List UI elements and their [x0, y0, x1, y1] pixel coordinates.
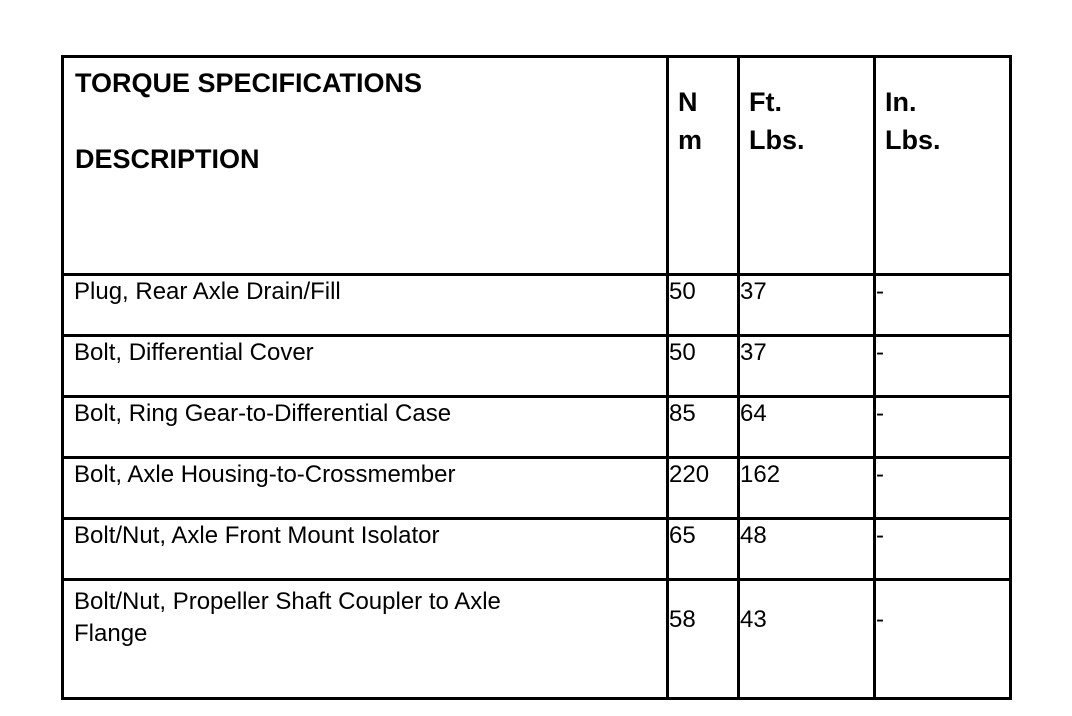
nm-header-line-1: N — [678, 87, 698, 117]
nm-cell: 65 — [668, 519, 739, 580]
in-lbs-cell: - — [875, 580, 1011, 699]
ft-lbs-header-line-2: Lbs. — [749, 125, 805, 155]
description-cell: Bolt, Ring Gear-to-Differential Case — [63, 397, 668, 458]
description-line-1: Bolt/Nut, Propeller Shaft Coupler to Axle — [74, 588, 501, 615]
ft-lbs-cell: 43 — [739, 580, 875, 699]
nm-cell: 85 — [668, 397, 739, 458]
in-lbs-cell: - — [875, 275, 1011, 336]
in-lbs-header-line-2: Lbs. — [885, 125, 941, 155]
table-row — [63, 397, 1011, 458]
nm-cell: 220 — [668, 458, 739, 519]
table-row — [63, 458, 1011, 519]
nm-column-header — [668, 57, 739, 275]
description-cell — [63, 580, 668, 699]
ft-lbs-cell: 162 — [739, 458, 875, 519]
table-row — [63, 336, 1011, 397]
in-lbs-cell: - — [875, 336, 1011, 397]
description-cell: Bolt/Nut, Axle Front Mount Isolator — [63, 519, 668, 580]
description-column-header: DESCRIPTION — [75, 144, 260, 174]
ft-lbs-column-header — [739, 57, 875, 275]
table-header-row — [63, 57, 1011, 275]
description-cell: Plug, Rear Axle Drain/Fill — [63, 275, 668, 336]
ft-lbs-header-line-1: Ft. — [749, 87, 782, 117]
description-cell: Bolt, Differential Cover — [63, 336, 668, 397]
in-lbs-cell: - — [875, 458, 1011, 519]
ft-lbs-cell: 64 — [739, 397, 875, 458]
description-cell: Bolt, Axle Housing-to-Crossmember — [63, 458, 668, 519]
table-row — [63, 519, 1011, 580]
in-lbs-cell: - — [875, 519, 1011, 580]
header-description-cell — [63, 57, 668, 275]
nm-header-line-2: m — [678, 125, 703, 155]
nm-cell: 50 — [668, 275, 739, 336]
ft-lbs-cell: 48 — [739, 519, 875, 580]
table-row — [63, 580, 1011, 699]
ft-lbs-cell: 37 — [739, 275, 875, 336]
in-lbs-cell: - — [875, 397, 1011, 458]
table-row — [63, 275, 1011, 336]
ft-lbs-cell: 37 — [739, 336, 875, 397]
description-line-2: Flange — [74, 620, 148, 647]
in-lbs-header-line-1: In. — [885, 87, 917, 117]
in-lbs-column-header — [875, 57, 1011, 275]
table-title: TORQUE SPECIFICATIONS — [75, 68, 423, 98]
torque-specifications-table — [61, 55, 1012, 700]
nm-cell: 50 — [668, 336, 739, 397]
nm-cell: 58 — [668, 580, 739, 699]
